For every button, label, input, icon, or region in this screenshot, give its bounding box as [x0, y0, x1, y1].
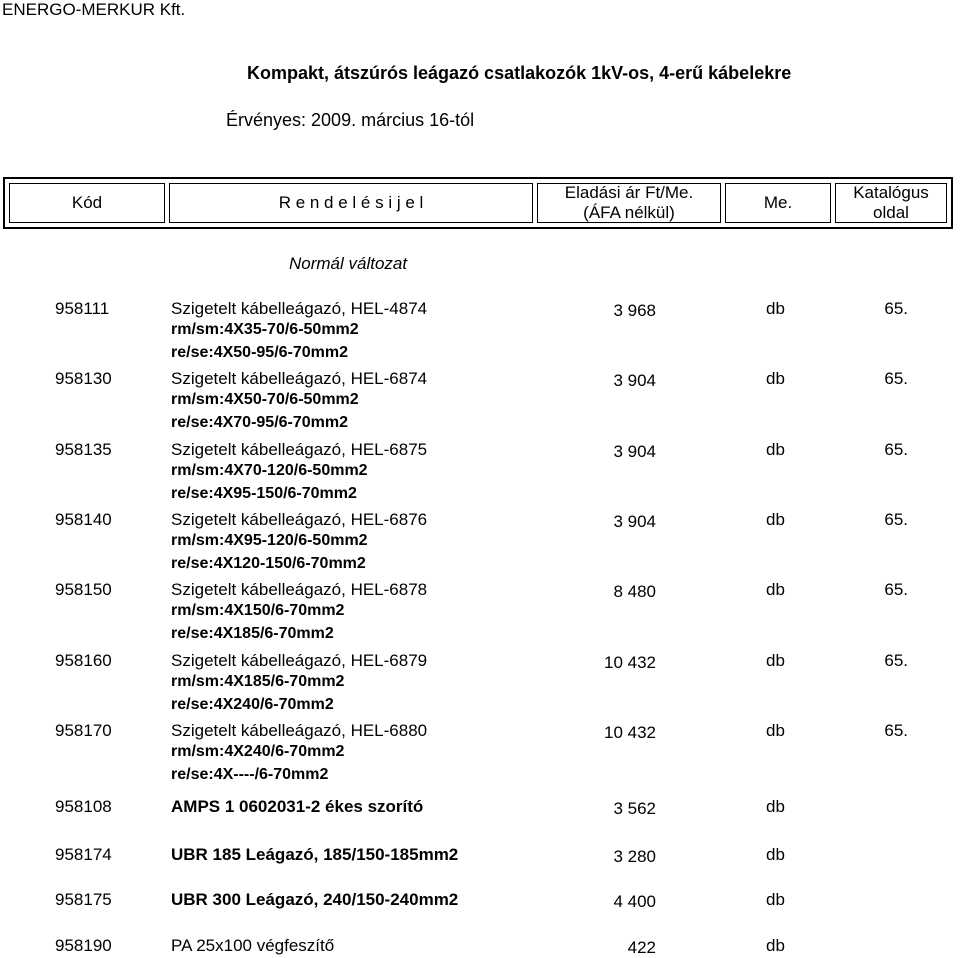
product-spec-re: re/se:4X95-150/6-70mm2	[171, 485, 357, 502]
header-catalog: Katalógus oldal	[835, 183, 947, 223]
product-unit: db	[766, 721, 785, 740]
product-price: 422	[627, 938, 656, 957]
product-spec-re: re/se:4X----/6-70mm2	[171, 766, 329, 783]
product-unit: db	[766, 936, 785, 955]
product-spec-rm: rm/sm:4X95-120/6-50mm2	[171, 532, 368, 549]
product-description: PA 25x100 végfeszítő	[171, 936, 335, 955]
product-code: 958190	[55, 936, 112, 955]
product-spec-rm: rm/sm:4X70-120/6-50mm2	[171, 462, 368, 479]
product-code: 958160	[55, 651, 112, 670]
product-spec-re: re/se:4X50-95/6-70mm2	[171, 344, 349, 361]
product-description: UBR 185 Leágazó, 185/150-185mm2	[171, 845, 459, 864]
product-spec-rm: rm/sm:4X185/6-70mm2	[171, 673, 345, 690]
product-price: 10 432	[604, 723, 656, 742]
product-unit: db	[766, 890, 785, 909]
product-description: Szigetelt kábelleágazó, HEL-6876	[171, 510, 428, 529]
product-code: 958174	[55, 845, 112, 864]
product-price: 3 968	[613, 301, 656, 320]
product-price: 4 400	[613, 892, 656, 911]
product-spec-rm: rm/sm:4X240/6-70mm2	[171, 743, 345, 760]
product-unit: db	[766, 580, 785, 599]
product-unit: db	[766, 369, 785, 388]
product-spec-rm: rm/sm:4X50-70/6-50mm2	[171, 391, 359, 408]
section-label: Normál változat	[289, 254, 408, 273]
product-code: 958135	[55, 440, 112, 459]
product-code: 958111	[55, 299, 110, 318]
table-header	[3, 177, 953, 229]
product-spec-rm: rm/sm:4X150/6-70mm2	[171, 602, 345, 619]
product-price: 10 432	[604, 653, 656, 672]
product-price: 3 562	[613, 799, 656, 818]
product-description: UBR 300 Leágazó, 240/150-240mm2	[171, 890, 459, 909]
product-description: Szigetelt kábelleágazó, HEL-6880	[171, 721, 428, 740]
product-spec-re: re/se:4X240/6-70mm2	[171, 696, 334, 713]
product-code: 958175	[55, 890, 112, 909]
product-unit: db	[766, 651, 785, 670]
product-description: Szigetelt kábelleágazó, HEL-6874	[171, 369, 428, 388]
product-price: 3 904	[613, 512, 656, 531]
company-name: ENERGO-MERKUR Kft.	[2, 0, 186, 19]
product-catalog-page: 65.	[884, 440, 908, 459]
product-description: AMPS 1 0602031-2 ékes szorító	[171, 797, 424, 816]
product-price: 3 904	[613, 371, 656, 390]
product-catalog-page: 65.	[884, 651, 908, 670]
product-code: 958140	[55, 510, 112, 529]
product-unit: db	[766, 299, 785, 318]
product-code: 958170	[55, 721, 112, 740]
validity-date: Érvényes: 2009. március 16-tól	[226, 110, 475, 130]
product-catalog-page: 65.	[884, 510, 908, 529]
product-catalog-page: 65.	[884, 580, 908, 599]
product-description: Szigetelt kábelleágazó, HEL-6875	[171, 440, 428, 459]
product-spec-re: re/se:4X120-150/6-70mm2	[171, 555, 366, 572]
product-unit: db	[766, 797, 785, 816]
product-spec-re: re/se:4X185/6-70mm2	[171, 625, 334, 642]
document-title: Kompakt, átszúrós leágazó csatlakozók 1kV-os, 4-erű kábelekre	[247, 63, 792, 83]
header-code: Kód	[9, 183, 165, 223]
header-unit: Me.	[725, 183, 831, 223]
product-price: 8 480	[613, 582, 656, 601]
header-order: R e n d e l é s i j e l	[169, 183, 533, 223]
product-catalog-page: 65.	[884, 369, 908, 388]
product-catalog-page: 65.	[884, 721, 908, 740]
product-price: 3 904	[613, 442, 656, 461]
product-description: Szigetelt kábelleágazó, HEL-6879	[171, 651, 428, 670]
product-spec-rm: rm/sm:4X35-70/6-50mm2	[171, 321, 359, 338]
header-price: Eladási ár Ft/Me. (ÁFA nélkül)	[537, 183, 721, 223]
product-code: 958108	[55, 797, 112, 816]
product-description: Szigetelt kábelleágazó, HEL-6878	[171, 580, 428, 599]
product-unit: db	[766, 510, 785, 529]
product-code: 958150	[55, 580, 112, 599]
product-unit: db	[766, 440, 785, 459]
product-unit: db	[766, 845, 785, 864]
product-code: 958130	[55, 369, 112, 388]
product-spec-re: re/se:4X70-95/6-70mm2	[171, 414, 349, 431]
product-description: Szigetelt kábelleágazó, HEL-4874	[171, 299, 428, 318]
product-price: 3 280	[613, 847, 656, 866]
product-catalog-page: 65.	[884, 299, 908, 318]
